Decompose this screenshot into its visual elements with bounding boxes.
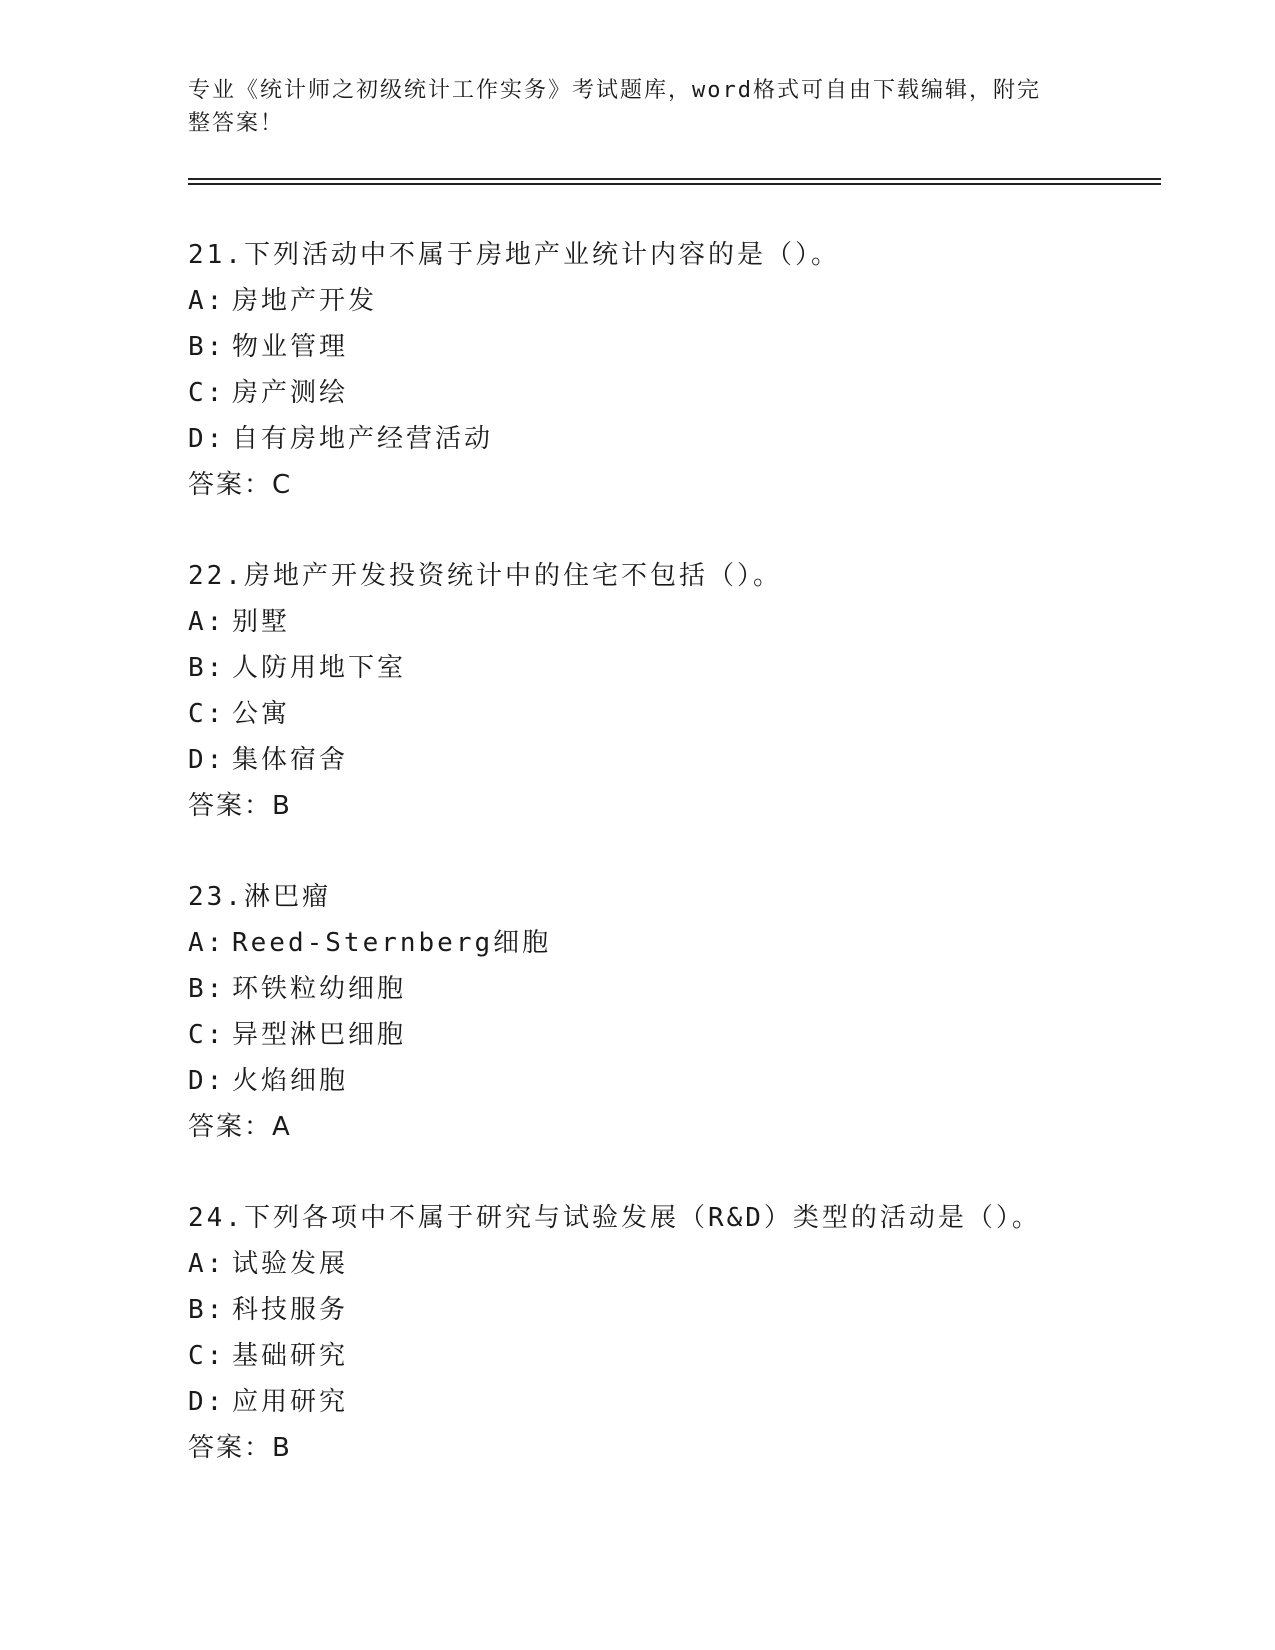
option-letter: A: — [188, 286, 226, 316]
option-text: 火焰细胞 — [232, 1066, 349, 1096]
option-text: 异型淋巴细胞 — [232, 1020, 407, 1050]
option-letter: D: — [188, 745, 226, 775]
answer-line: 答案：A — [188, 1112, 292, 1142]
option-c — [188, 691, 1188, 737]
option-d — [188, 1058, 1188, 1104]
option-text: 人防用地下室 — [232, 653, 407, 683]
option-text: 公寓 — [232, 699, 291, 729]
option-letter: B: — [188, 332, 226, 362]
question-24 — [188, 1195, 1188, 1471]
option-b — [188, 966, 1188, 1012]
option-b — [188, 324, 1188, 370]
option-text: 应用研究 — [232, 1387, 349, 1417]
option-letter: A: — [188, 1249, 226, 1279]
question-title: 23.淋巴瘤 — [188, 882, 331, 912]
question-title: 21.下列活动中不属于房地产业统计内容的是（）。 — [188, 240, 840, 270]
option-d — [188, 737, 1188, 783]
option-b — [188, 1287, 1188, 1333]
document-header — [188, 74, 1088, 140]
option-text: 物业管理 — [232, 332, 349, 362]
option-c — [188, 1333, 1188, 1379]
option-letter: C: — [188, 699, 226, 729]
answer-line: 答案：C — [188, 470, 293, 500]
option-letter: B: — [188, 1295, 226, 1325]
option-letter: A: — [188, 928, 226, 958]
header-line-2: 整答案！ — [188, 111, 285, 136]
answer-line: 答案：B — [188, 791, 292, 821]
option-letter: C: — [188, 378, 226, 408]
question-21 — [188, 232, 1188, 508]
question-title: 24.下列各项中不属于研究与试验发展（R&D）类型的活动是（）。 — [188, 1203, 1041, 1233]
option-letter: B: — [188, 974, 226, 1004]
option-text: 科技服务 — [232, 1295, 349, 1325]
option-a — [188, 278, 1188, 324]
option-a — [188, 1241, 1188, 1287]
option-letter: B: — [188, 653, 226, 683]
header-line-1: 专业《统计师之初级统计工作实务》考试题库，word格式可自由下载编辑，附完 — [188, 78, 1041, 103]
question-23 — [188, 874, 1188, 1150]
option-text: Reed-Sternberg细胞 — [232, 928, 552, 958]
option-d — [188, 1379, 1188, 1425]
question-title: 22.房地产开发投资统计中的住宅不包括（）。 — [188, 561, 782, 591]
answer-line: 答案：B — [188, 1433, 292, 1463]
option-c — [188, 1012, 1188, 1058]
option-a — [188, 920, 1188, 966]
option-c — [188, 370, 1188, 416]
option-letter: D: — [188, 1387, 226, 1417]
option-text: 别墅 — [232, 607, 291, 637]
option-d — [188, 416, 1188, 462]
option-text: 房地产开发 — [232, 286, 378, 316]
option-text: 自有房地产经营活动 — [232, 424, 494, 454]
option-text: 房产测绘 — [232, 378, 349, 408]
option-text: 基础研究 — [232, 1341, 349, 1371]
option-letter: A: — [188, 607, 226, 637]
question-22 — [188, 553, 1188, 829]
option-text: 环铁粒幼细胞 — [232, 974, 407, 1004]
header-divider-bottom — [188, 183, 1161, 185]
option-a — [188, 599, 1188, 645]
option-text: 集体宿舍 — [232, 745, 349, 775]
option-b — [188, 645, 1188, 691]
option-letter: D: — [188, 424, 226, 454]
header-divider-top — [188, 178, 1161, 180]
option-letter: D: — [188, 1066, 226, 1096]
option-letter: C: — [188, 1341, 226, 1371]
option-letter: C: — [188, 1020, 226, 1050]
option-text: 试验发展 — [232, 1249, 349, 1279]
